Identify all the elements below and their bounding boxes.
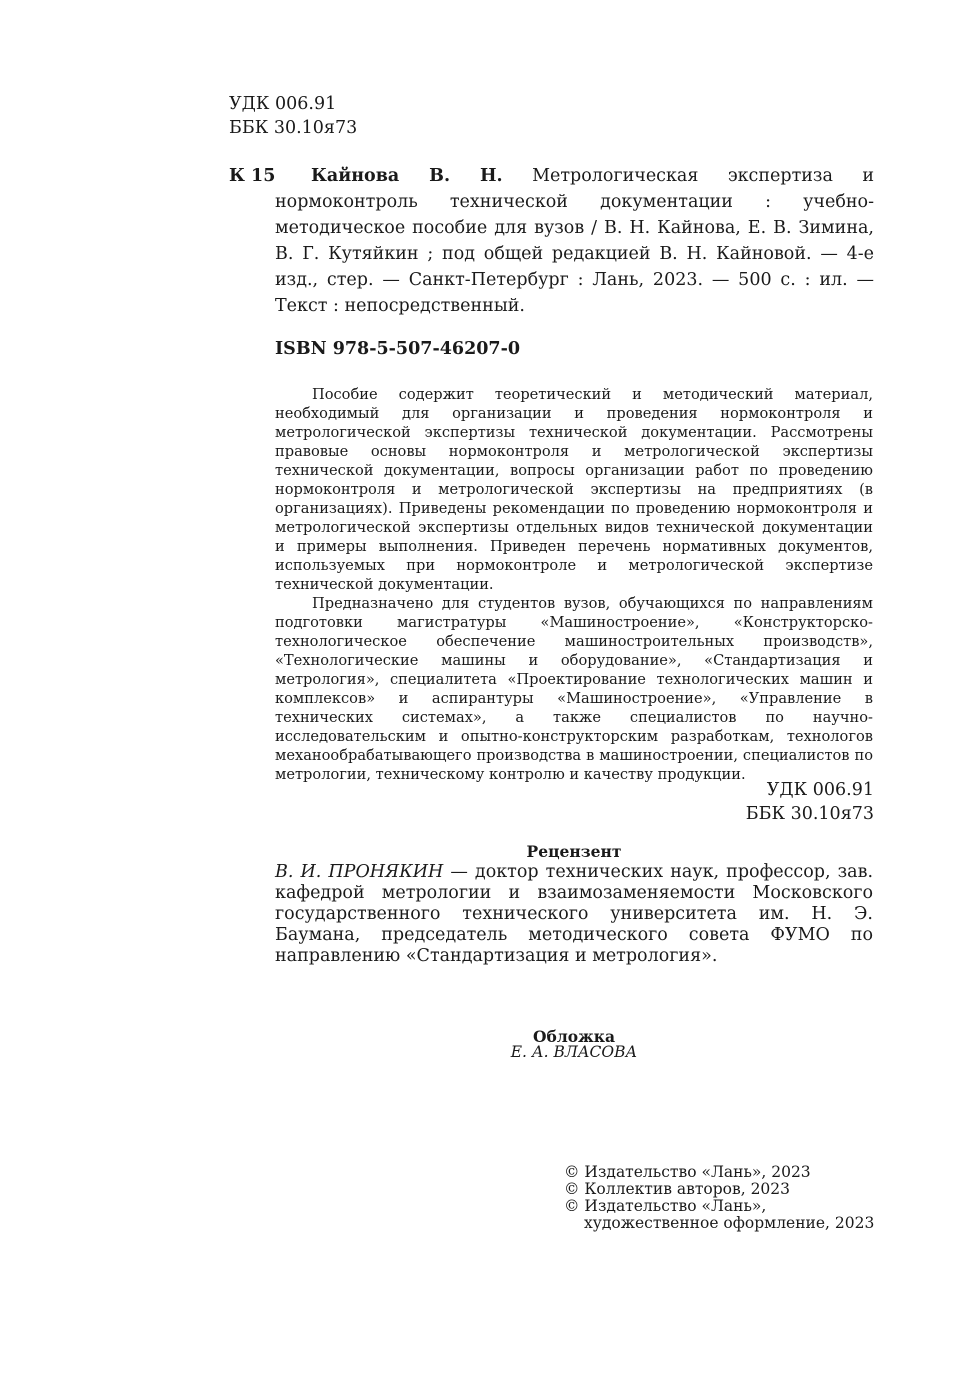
udk-code: УДК 006.91	[229, 94, 337, 114]
bibliographic-description	[275, 163, 874, 319]
annotation-paragraph: Предназначено для студентов вузов, обучающихся по направлениям подготовки магистратуры «Машиностроение», «Конструкторско-технологическое обеспечение машиностроительных производств», «Технологические машины и оборудование», «Стандартизация и метрология», специалитета «Проектирование технологических машин и комплексов» и аспирантуры «Машиностроение», «Управление в технических системах», а также специалистов по научно-исследовательским и опытно-конструкторским разработкам, технологов механообрабатывающего производства в машиностроении, специалистов по метрологии, техническому контролю и качеству продукции.	[275, 595, 873, 783]
reviewer-info	[275, 862, 873, 967]
bbk-code: ББК 30.10я73	[745, 804, 874, 824]
isbn: ISBN 978-5-507-46207-0	[275, 339, 521, 359]
annotation-paragraph: Пособие содержит теоретический и методический материал, необходимый для организации и проведения нормоконтроля и метрологической экспертизы технической документации. Рассмотрены правовые основы нормоконтроля и метрологической экспертизы технической документации, вопросы организации работ по проведению нормоконтроля и метрологической экспертизы на предприятиях (в организациях). Приведены рекомендации по проведению нормоконтроля и метрологической экспертизы отдельных видов технической документации и примеры выполнения. Приведен перечень нормативных документов, используемых при нормоконтроле и метрологической экспертизе технической документации.	[275, 386, 873, 593]
annotation	[275, 385, 873, 784]
classification-codes-top	[229, 92, 357, 140]
reviewer-description: — доктор технических наук, профессор, зав. кафедрой метрологии и взаимозаменяемости Московского государственного технического университета им. Н. Э. Баумана, председатель методического совета ФУМО по направлению «Стандартизация и метрология».	[275, 862, 874, 966]
book-description: Метрологическая экспертиза и нормоконтроль технической документации : учебно-методическое пособие для вузов / В. Н. Кайнова, Е. В. Зимина, В. Г. Кутяйкин ; под общей редакцией В. Н. Кайновой. — 4-е изд., стер. — Санкт-Петербург : Лань, 2023. — 500 с. : ил. — Текст : непосредственный.	[275, 166, 874, 316]
copyright-line: художественное оформление, 2023	[584, 1214, 875, 1232]
reviewer-heading: Рецензент	[526, 842, 622, 861]
copyright-line: © Издательство «Лань»,	[564, 1197, 767, 1215]
bbk-code: ББК 30.10я73	[229, 118, 358, 138]
copyright-line: © Издательство «Лань», 2023	[564, 1163, 811, 1181]
author-name: Кайнова В. Н.	[311, 166, 503, 186]
author-sign: К 15	[229, 166, 276, 186]
cover-heading: Обложка	[533, 1027, 615, 1046]
reviewer-name: В. И. ПРОНЯКИН	[275, 862, 444, 882]
bibliographic-record	[229, 163, 874, 319]
cover-designer-name: Е. А. ВЛАСОВА	[510, 1043, 638, 1061]
classification-codes-bottom	[746, 778, 874, 826]
copyright-line: © Коллектив авторов, 2023	[564, 1180, 791, 1198]
copyright-block	[564, 1164, 874, 1232]
udk-code: УДК 006.91	[766, 780, 874, 800]
